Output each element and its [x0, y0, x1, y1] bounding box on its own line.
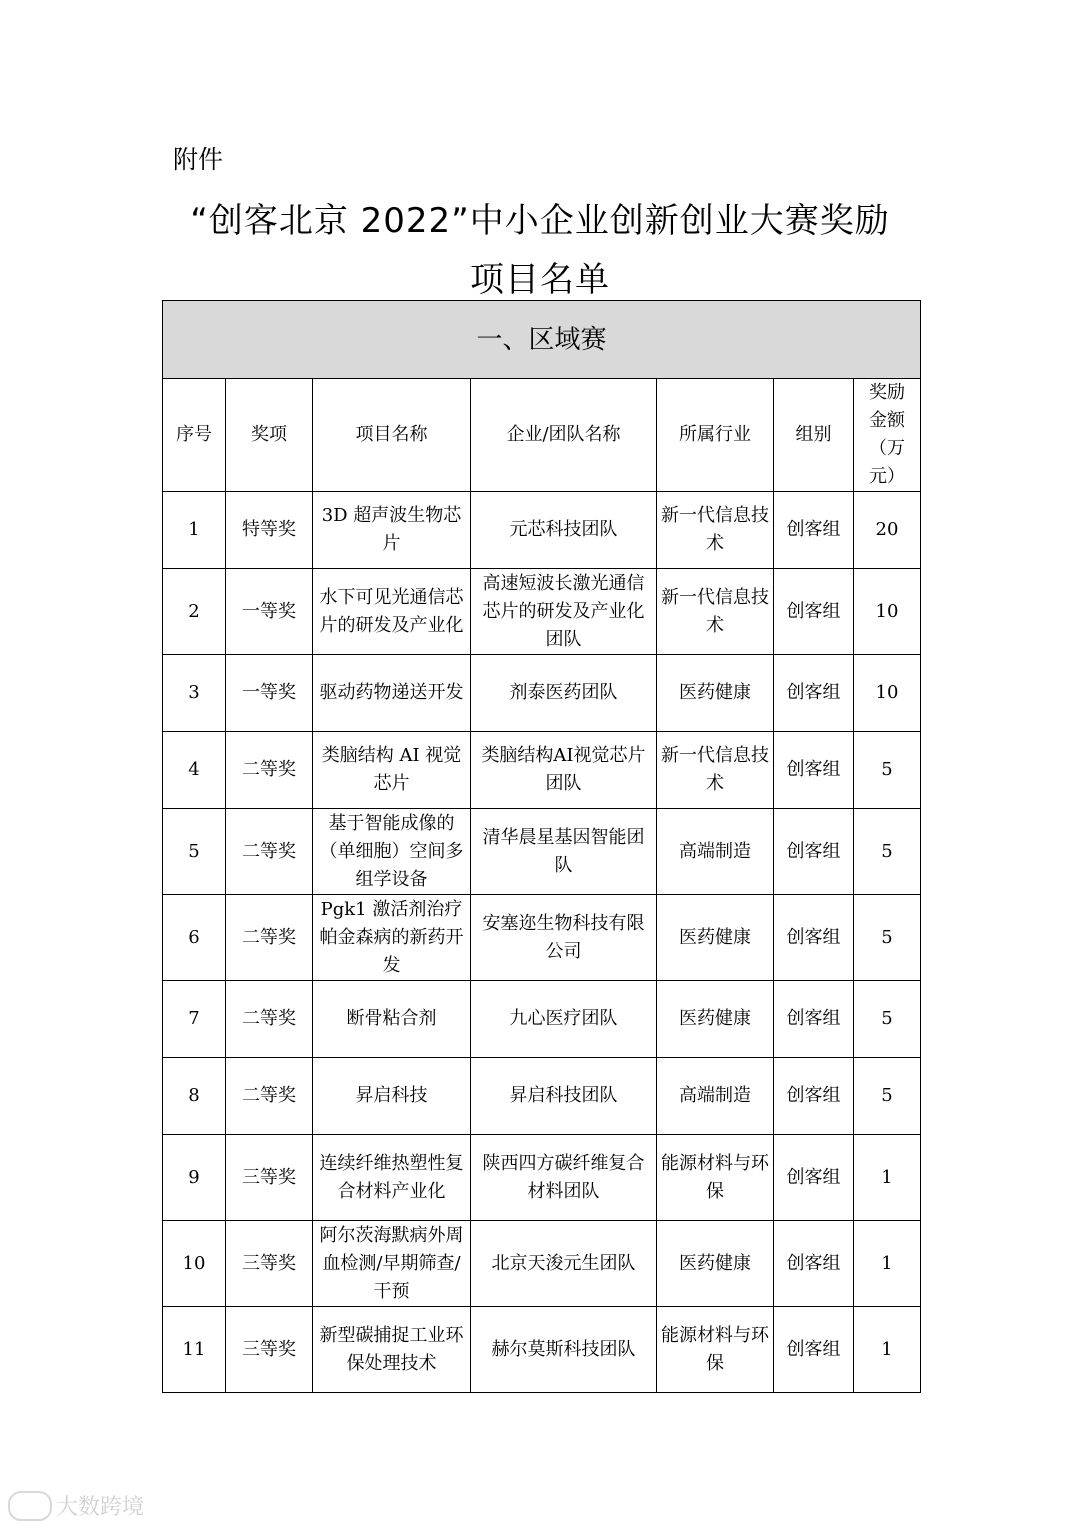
cell-index: 4: [163, 732, 226, 809]
cell-company: 北京天浚元生团队: [471, 1221, 657, 1307]
cell-amount: 5: [854, 895, 921, 981]
cell-group: 创客组: [774, 492, 854, 569]
cell-award: 三等奖: [226, 1135, 313, 1221]
cell-industry: 能源材料与环保: [657, 1307, 774, 1393]
table-row: [163, 492, 921, 569]
table-row: [163, 809, 921, 895]
header-industry: 所属行业: [657, 379, 774, 492]
header-group: 组别: [774, 379, 854, 492]
cell-project: 基于智能成像的（单细胞）空间多组学设备: [313, 809, 471, 895]
cell-amount: 10: [854, 655, 921, 732]
cell-project: 连续纤维热塑性复合材料产业化: [313, 1135, 471, 1221]
table-row: [163, 1058, 921, 1135]
cell-company: 昇启科技团队: [471, 1058, 657, 1135]
cell-amount: 5: [854, 1058, 921, 1135]
cell-award: 二等奖: [226, 809, 313, 895]
table-row: [163, 1307, 921, 1393]
cell-company: 赫尔莫斯科技团队: [471, 1307, 657, 1393]
cell-group: 创客组: [774, 809, 854, 895]
cell-award: 二等奖: [226, 981, 313, 1058]
cell-group: 创客组: [774, 1058, 854, 1135]
watermark-logo-icon: [8, 1491, 52, 1521]
cell-group: 创客组: [774, 569, 854, 655]
cell-project: 驱动药物递送开发: [313, 655, 471, 732]
cell-company: 高速短波长激光通信芯片的研发及产业化团队: [471, 569, 657, 655]
cell-amount: 5: [854, 732, 921, 809]
cell-award: 二等奖: [226, 1058, 313, 1135]
cell-index: 9: [163, 1135, 226, 1221]
cell-amount: 20: [854, 492, 921, 569]
cell-group: 创客组: [774, 1307, 854, 1393]
cell-industry: 高端制造: [657, 1058, 774, 1135]
header-company: 企业/团队名称: [471, 379, 657, 492]
cell-group: 创客组: [774, 895, 854, 981]
cell-industry: 医药健康: [657, 1221, 774, 1307]
cell-index: 10: [163, 1221, 226, 1307]
cell-project: 新型碳捕捉工业环保处理技术: [313, 1307, 471, 1393]
cell-project: 昇启科技: [313, 1058, 471, 1135]
cell-project: 阿尔茨海默病外周血检测/早期筛查/干预: [313, 1221, 471, 1307]
cell-group: 创客组: [774, 655, 854, 732]
table-header-row: [163, 379, 921, 492]
cell-project: Pgk1 激活剂治疗帕金森病的新药开发: [313, 895, 471, 981]
cell-award: 特等奖: [226, 492, 313, 569]
award-table: [162, 300, 921, 1393]
table-row: [163, 569, 921, 655]
attachment-label: 附件: [173, 145, 224, 174]
cell-amount: 1: [854, 1135, 921, 1221]
table-row: [163, 895, 921, 981]
document-title-line2: 项目名单: [470, 260, 610, 300]
cell-index: 7: [163, 981, 226, 1058]
cell-award: 一等奖: [226, 655, 313, 732]
cell-amount: 1: [854, 1307, 921, 1393]
cell-index: 3: [163, 655, 226, 732]
watermark: [8, 1490, 144, 1521]
cell-award: 三等奖: [226, 1307, 313, 1393]
cell-group: 创客组: [774, 981, 854, 1058]
cell-industry: 医药健康: [657, 655, 774, 732]
header-amount-line: （万: [869, 438, 905, 459]
header-amount-line: 金额: [869, 410, 905, 431]
header-award: 奖项: [226, 379, 313, 492]
cell-company: 安塞迩生物科技有限公司: [471, 895, 657, 981]
cell-index: 2: [163, 569, 226, 655]
cell-company: 九心医疗团队: [471, 981, 657, 1058]
cell-industry: 医药健康: [657, 981, 774, 1058]
document-title-line1: “创客北京 2022”中小企业创新创业大赛奖励: [190, 201, 890, 241]
cell-company: 剂泰医药团队: [471, 655, 657, 732]
cell-project: 水下可见光通信芯片的研发及产业化: [313, 569, 471, 655]
cell-index: 6: [163, 895, 226, 981]
cell-company: 类脑结构AI视觉芯片团队: [471, 732, 657, 809]
cell-index: 8: [163, 1058, 226, 1135]
cell-project: 类脑结构 AI 视觉芯片: [313, 732, 471, 809]
cell-group: 创客组: [774, 732, 854, 809]
watermark-text: 大数跨境: [56, 1495, 145, 1520]
table-row: [163, 655, 921, 732]
cell-index: 5: [163, 809, 226, 895]
cell-project: 3D 超声波生物芯片: [313, 492, 471, 569]
cell-industry: 新一代信息技术: [657, 569, 774, 655]
cell-company: 陕西四方碳纤维复合材料团队: [471, 1135, 657, 1221]
section-header-row: [163, 301, 921, 379]
cell-industry: 医药健康: [657, 895, 774, 981]
header-amount: [854, 379, 921, 492]
header-index: 序号: [163, 379, 226, 492]
cell-award: 三等奖: [226, 1221, 313, 1307]
cell-company: 清华晨星基因智能团队: [471, 809, 657, 895]
header-project: 项目名称: [313, 379, 471, 492]
cell-index: 11: [163, 1307, 226, 1393]
table-row: [163, 1135, 921, 1221]
table-row: [163, 981, 921, 1058]
header-amount-line: 奖励: [869, 382, 905, 403]
cell-index: 1: [163, 492, 226, 569]
cell-award: 二等奖: [226, 895, 313, 981]
cell-amount: 1: [854, 1221, 921, 1307]
cell-industry: 新一代信息技术: [657, 492, 774, 569]
cell-amount: 5: [854, 809, 921, 895]
cell-amount: 10: [854, 569, 921, 655]
cell-company: 元芯科技团队: [471, 492, 657, 569]
cell-industry: 新一代信息技术: [657, 732, 774, 809]
section-title: 一、区域赛: [163, 301, 921, 379]
cell-group: 创客组: [774, 1135, 854, 1221]
cell-amount: 5: [854, 981, 921, 1058]
table-row: [163, 732, 921, 809]
cell-project: 断骨粘合剂: [313, 981, 471, 1058]
cell-award: 一等奖: [226, 569, 313, 655]
cell-industry: 高端制造: [657, 809, 774, 895]
cell-group: 创客组: [774, 1221, 854, 1307]
table-row: [163, 1221, 921, 1307]
cell-industry: 能源材料与环保: [657, 1135, 774, 1221]
cell-award: 二等奖: [226, 732, 313, 809]
header-amount-line: 元）: [869, 466, 905, 487]
